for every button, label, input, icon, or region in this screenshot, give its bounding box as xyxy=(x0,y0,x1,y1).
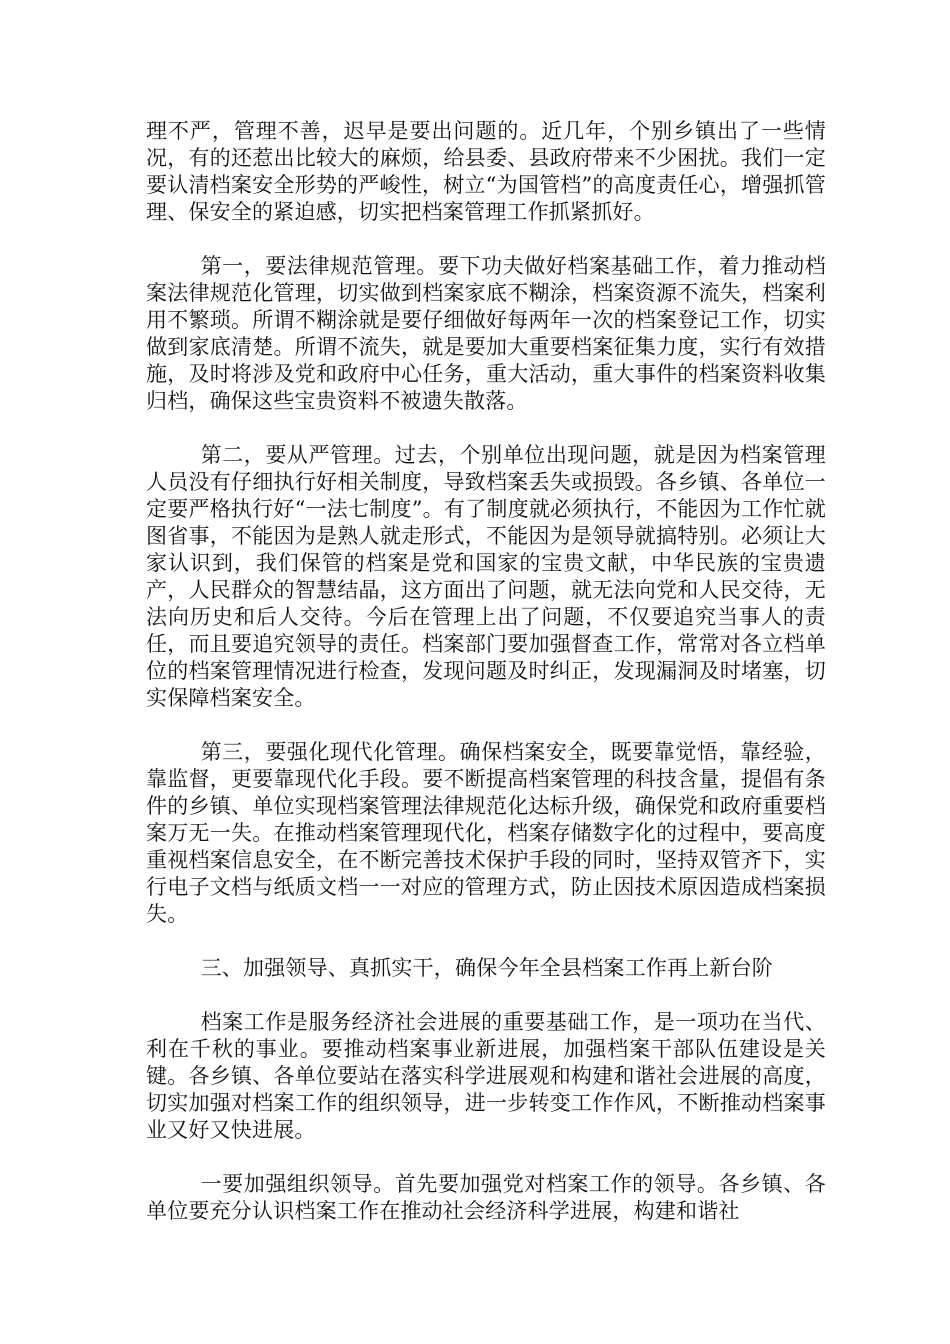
document-body xyxy=(146,118,826,1252)
paragraph-third-point-modern-management: 第三，要强化现代化管理。确保档案安全，既要靠觉悟，靠经验，靠监督，更要靠现代化手段。要不断提高档案管理的科技含量，提倡有条件的乡镇、单位实现档案管理法律规范化达标升级，确保党和政府重要档案万无一失。在推动档案管理现代化，档案存储数字化的过程中，要高度重视档案信息安全，在不断完善技术保护手段的同时，坚持双管齐下，实行电子文档与纸质文档一一对应的管理方式，防止因技术原因造成档案损失。 xyxy=(146,740,826,926)
paragraph-strengthen-leadership: 一要加强组织领导。首先要加强党对档案工作的领导。各乡镇、各单位要充分认识档案工作在推动社会经济科学进展，构建和谐社 xyxy=(146,1172,826,1223)
paragraph-first-point-legal-management: 第一，要法律规范管理。要下功夫做好档案基础工作，着力推动档案法律规范化管理，切实做到档案家底不糊涂，档案资源不流失，档案利用不繁琐。所谓不糊涂就是要仔细做好每两年一次的档案登记工作，切实做到家底清楚。所谓不流失，就是要加大重要档案征集力度，实行有效措施，及时将涉及党和政府中心任务，重大活动，重大事件的档案资料收集归档，确保这些宝贵资料不被遗失散落。 xyxy=(146,254,826,413)
paragraph-archive-work-importance: 档案工作是服务经济社会进展的重要基础工作，是一项功在当代、利在千秋的事业。要推动档案事业新进展，加强档案干部队伍建设是关键。各乡镇、各单位要站在落实科学进展观和构建和谐社会进展的高度，切实加强对档案工作的组织领导，进一步转变工作作风，不断推动档案事业又好又快进展。 xyxy=(146,1010,826,1142)
section-heading-three: 三、加强领导、真抓实干，确保今年全县档案工作再上新台阶 xyxy=(200,956,773,980)
paragraph-continuation: 理不严，管理不善，迟早是要出问题的。近几年，个别乡镇出了一些情况，有的还惹出比较大的麻烦，给县委、县政府带来不少困扰。我们一定要认清档案安全形势的严峻性，树立“为国管档”的高度责任心，增强抓管理、保安全的紧迫感，切实把档案管理工作抓紧抓好。 xyxy=(146,119,826,224)
paragraph-second-point-strict-management: 第二，要从严管理。过去，个别单位出现问题，就是因为档案管理人员没有仔细执行好相关制度，导致档案丢失或损毁。各乡镇、各单位一定要严格执行好“一法七制度”。有了制度就必须执行，不能因为工作忙就图省事，不能因为是熟人就走形式，不能因为是领导就搞特别。必须让大家认识到，我们保管的档案是党和国家的宝贵文献，中华民族的宝贵遗产，人民群众的智慧结晶，这方面出了问题，就无法向党和人民交待，无法向历史和后人交待。今后在管理上出了问题，不仅要追究当事人的责任，而且要追究领导的责任。档案部门要加强督查工作，常常对各立档单位的档案管理情况进行检查，发现问题及时纠正，发现漏洞及时堵塞，切实保障档案安全。 xyxy=(146,443,826,710)
